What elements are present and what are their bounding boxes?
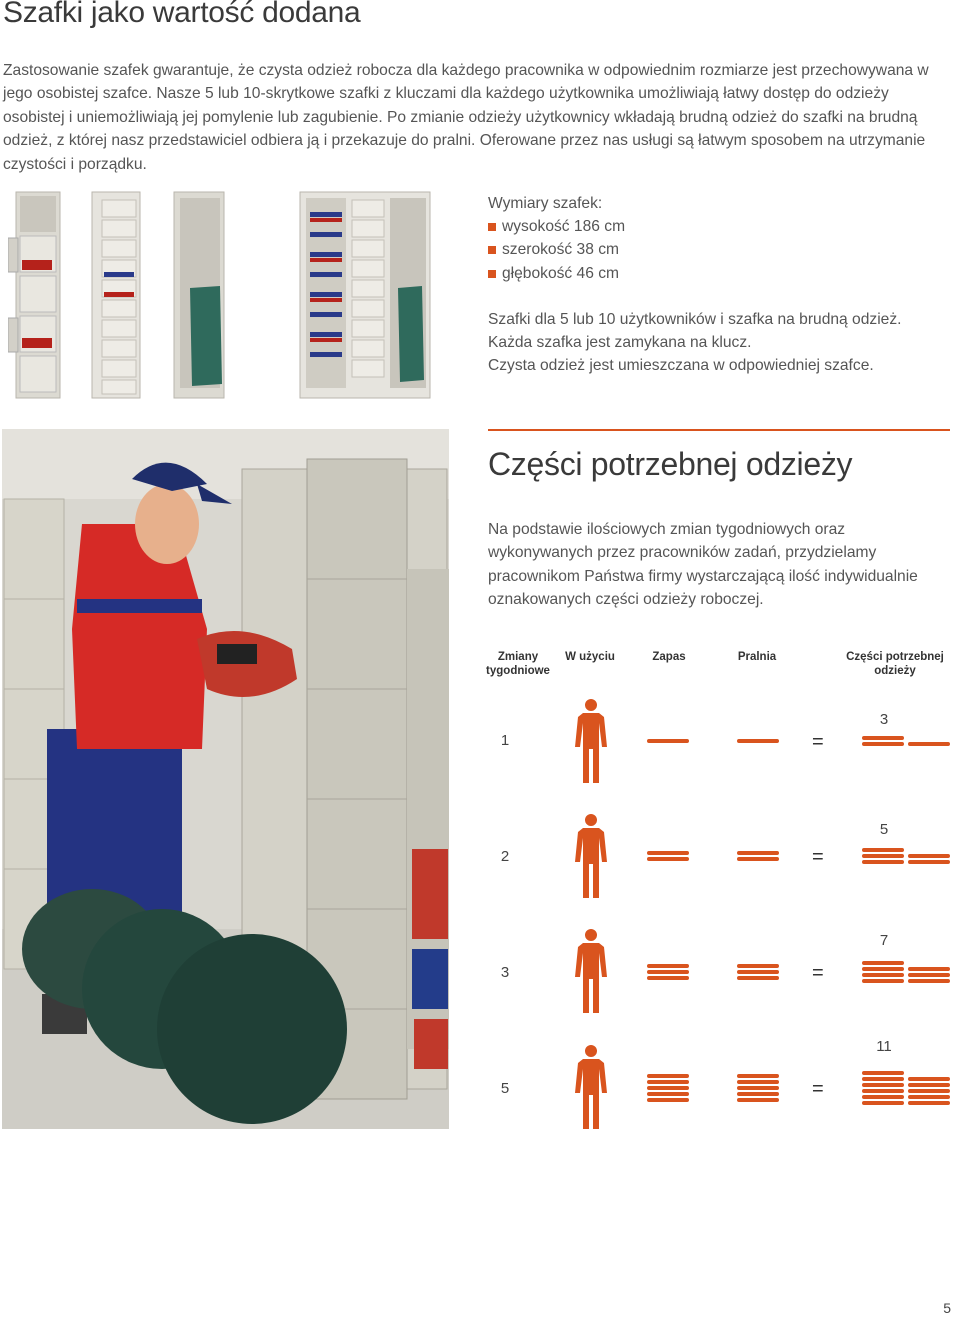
total-garment-stack (908, 854, 952, 868)
garment-bar (862, 1083, 904, 1087)
garment-bar (908, 860, 950, 864)
garment-bar (908, 967, 950, 971)
garment-bar (908, 1089, 950, 1093)
locker-note: Każda szafka jest zamykana na klucz. (488, 334, 752, 352)
reserve-garment-stack (647, 964, 691, 984)
garment-bar (647, 1086, 689, 1090)
garment-bar (647, 964, 689, 968)
row-shifts: 5 (500, 1080, 510, 1097)
garment-bar (647, 851, 689, 855)
garment-bar (908, 979, 950, 983)
garment-bar (647, 1092, 689, 1096)
section-divider (488, 429, 950, 431)
row-total: 5 (879, 821, 889, 838)
garment-bar (647, 1074, 689, 1078)
dimension-height: wysokość 186 cm (488, 215, 958, 238)
equals-sign: = (812, 1078, 824, 1100)
garment-bar (862, 848, 904, 852)
dimensions-heading: Wymiary szafek: (488, 195, 603, 212)
row-total: 3 (879, 711, 889, 728)
total-garment-stack (862, 1071, 906, 1109)
worker-photo (2, 429, 449, 1129)
row-shifts: 3 (500, 964, 510, 981)
garment-bar (737, 1074, 779, 1078)
garment-bar (862, 1089, 904, 1093)
garment-bar (647, 1098, 689, 1102)
garment-bar (862, 979, 904, 983)
garment-bar (908, 854, 950, 858)
locker-dimensions (488, 192, 958, 377)
page-number: 5 (943, 1300, 951, 1316)
garment-bar (862, 1095, 904, 1099)
laundry-garment-stack (737, 739, 781, 747)
garment-bar (737, 970, 779, 974)
header-shifts: Zmiany tygodniowe (486, 651, 550, 677)
section-title: Części potrzebnej odzieży (488, 446, 853, 482)
dimension-depth: głębokość 46 cm (488, 262, 958, 285)
garment-bar (737, 739, 779, 743)
locker-5-compartment-open (8, 192, 60, 398)
garment-bar (908, 1083, 950, 1087)
garment-bar (737, 976, 779, 980)
garment-bar (737, 1092, 779, 1096)
garment-bar (908, 1101, 950, 1105)
locker-10-compartment (92, 192, 140, 398)
total-garment-stack (908, 742, 952, 750)
laundry-garment-stack (737, 964, 781, 984)
intro-paragraph: Zastosowanie szafek gwarantuje, że czysta odzież robocza dla każdego pracownika w odpowiednim rozmiarze jest przechowywana w jego osobistej szafce. Nasze 5 lub 10-skrytkowe szafki z kluczami dla każdego użytkownika umożliwiają łatwy dostęp do odzieży osobistej i uniemożliwiają jej pomylenie lub zagubienie. Po zmianie odzieży użytkownicy wkładają brudną odzież do szafki na brudną odzież, z której nasz przedstawiciel odbiera ją i przekazuje do pralni. Oferowane przez nas usługi są łatwym sposobem na utrzymanie czystości i porządku. (3, 62, 929, 173)
row-shifts: 1 (500, 732, 510, 749)
garment-bar (862, 742, 904, 746)
laundry-garment-stack (737, 851, 781, 865)
equals-sign: = (812, 731, 824, 753)
garment-bar (908, 1095, 950, 1099)
locker-triple-unit (300, 192, 430, 398)
garment-bar (862, 1071, 904, 1075)
person-icon (571, 812, 611, 902)
reserve-garment-stack (647, 1074, 691, 1106)
garment-bar (862, 1101, 904, 1105)
total-garment-stack (862, 961, 906, 987)
person-icon (571, 1043, 611, 1133)
dimensions-list (488, 215, 958, 285)
total-garment-stack (908, 967, 952, 987)
lockers-image (8, 188, 438, 410)
total-garment-stack (908, 1077, 952, 1109)
garment-bar (862, 860, 904, 864)
garment-bar (647, 857, 689, 861)
garment-bar (737, 1080, 779, 1084)
person-icon (571, 927, 611, 1017)
garment-bar (908, 1077, 950, 1081)
row-shifts: 2 (500, 848, 510, 865)
garment-bar (862, 961, 904, 965)
garment-bar (737, 964, 779, 968)
header-in-use: W użyciu (565, 651, 615, 663)
header-laundry: Pralnia (737, 651, 777, 663)
section-body: Na podstawie ilościowych zmian tygodniowych oraz wykonywanych przez pracowników zadań, przydzielamy pracownikom Państwa firmy wystarczającą ilość indywidualnie oznakowanych części odzieży roboczej. (488, 521, 918, 609)
dimension-width: szerokość 38 cm (488, 238, 958, 261)
garment-bar (647, 970, 689, 974)
total-garment-stack (862, 848, 906, 868)
locker-dirty-laundry (174, 192, 224, 398)
garment-bar (862, 854, 904, 858)
equals-sign: = (812, 846, 824, 868)
garment-bar (647, 1080, 689, 1084)
garment-bar (737, 851, 779, 855)
laundry-garment-stack (737, 1074, 781, 1106)
reserve-garment-stack (647, 851, 691, 865)
garment-bar (908, 742, 950, 746)
garment-bar (737, 1086, 779, 1090)
person-icon (571, 697, 611, 787)
total-garment-stack (862, 736, 906, 750)
garment-bar (862, 1077, 904, 1081)
row-total: 11 (876, 1038, 892, 1055)
garment-bar (908, 973, 950, 977)
page-title: Szafki jako wartość dodana (3, 0, 361, 29)
garment-bar (647, 976, 689, 980)
locker-note: Szafki dla 5 lub 10 użytkowników i szafka na brudną odzież. (488, 310, 902, 328)
header-total: Części potrzebnej odzieży (846, 651, 944, 677)
reserve-garment-stack (647, 739, 691, 747)
garment-bar (737, 1098, 779, 1102)
garment-bar (862, 736, 904, 740)
garment-bar (737, 857, 779, 861)
garment-bar (862, 967, 904, 971)
row-total: 7 (879, 932, 889, 949)
garment-bar (647, 739, 689, 743)
header-reserve: Zapas (652, 651, 686, 663)
garment-bar (862, 973, 904, 977)
locker-note: Czysta odzież jest umieszczana w odpowiedniej szafce. (488, 357, 874, 375)
equals-sign: = (812, 962, 824, 984)
